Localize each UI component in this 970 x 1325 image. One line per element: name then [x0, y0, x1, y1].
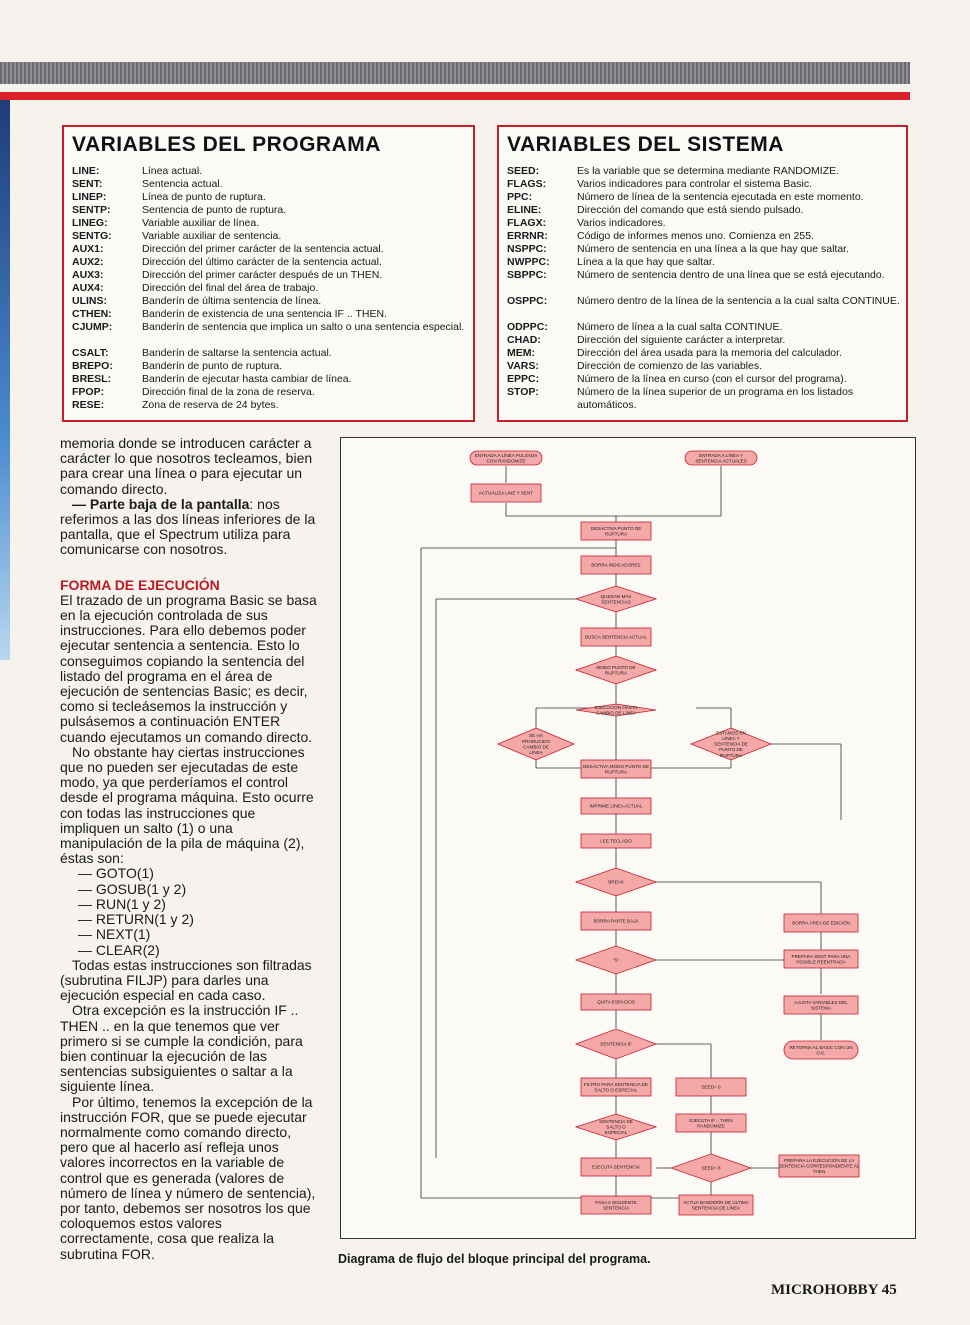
paragraph-1: memoria donde se introducen carácter a carácter lo que nosotros tecleamos, bien para crear una línea o para ejecutar un comando directo.	[60, 435, 313, 497]
variable-description: Dirección del primer carácter de la sentencia actual.	[142, 243, 384, 255]
variable-description: Varios indicadores para controlar el sistema Basic.	[577, 178, 812, 190]
flow-label: BORRA PARTE BAJA	[593, 918, 639, 924]
system-variables-title: VARIABLES DEL SISTEMA	[507, 133, 784, 156]
variable-description: Banderín de punto de ruptura.	[142, 360, 283, 372]
variable-description: Sentencia actual.	[142, 178, 223, 190]
variable-name: SENTG:	[72, 230, 112, 242]
flowchart-svg	[341, 438, 915, 1238]
variable-description: Banderín de existencia de una sentencia IF .. THEN.	[142, 308, 387, 320]
variable-name: CJUMP:	[72, 321, 113, 333]
variable-description: Es la variable que se determina mediante RANDOMIZE.	[577, 165, 840, 177]
variable-name: CTHEN:	[72, 308, 112, 320]
variable-description: Número de línea de la sentencia ejecutada en este momento.	[577, 191, 864, 203]
variable-description: Sentencia de punto de ruptura.	[142, 204, 287, 216]
paragraph-7: Por último, tenemos la excepción de la instrucción FOR, que se puede ejecutar normalmente como comando directo, pero que al hacerlo así refleja unos valores incorrectos en la variable de control que es generada (valores de número de línea y número de sentencia), por tanto, debemos ser nosotros los que coloquemos estos valores correctamente, cosa que realiza la subrutina FOR.	[60, 1093, 316, 1262]
variable-description: Línea de punto de ruptura.	[142, 191, 266, 203]
variable-description: Variable auxiliar de línea.	[142, 217, 260, 229]
variable-name: SBPPC:	[507, 269, 547, 281]
left-page-edge	[0, 100, 10, 660]
variable-name: STOP:	[507, 386, 539, 398]
variable-name: ERRNR:	[507, 230, 548, 242]
flow-label: SE HA PRODUCIDO CAMBIO DE LÍNEA	[521, 733, 551, 755]
flow-label: SEED= 0	[701, 1084, 721, 1090]
variable-description: Dirección del siguiente carácter a interpretar.	[577, 334, 786, 346]
variable-description: Dirección del comando que está siendo pulsado.	[577, 204, 804, 216]
paragraph-5: Todas estas instrucciones son filtradas (subrutina FILJP) para darles una ejecución especial en cada caso.	[60, 956, 312, 1004]
flow-label: "S"	[612, 957, 620, 963]
paragraph-3: El trazado de un programa Basic se basa en la ejecución controlada de sus instrucciones. Para ello debemos poder ejecutar sentencia a sentencia. Esto lo conseguimos copiando la sentencia del listado del programa en el área de ejecución de sentencias Basic; es decir, como si tecleásemos la instrucción y pulsásemos a continuación ENTER cuando ejecutamos un comando directo.	[60, 591, 317, 745]
variable-name: AUX3:	[72, 269, 104, 281]
variable-name: SENT:	[72, 178, 103, 190]
variable-description: Banderín de ejecutar hasta cambiar de línea.	[142, 373, 352, 385]
flow-label: LEE TECLADO	[600, 838, 632, 844]
program-variables-title: VARIABLES DEL PROGRAMA	[72, 133, 381, 156]
flow-label: ENTRADA A LÍNEA PULSADA CON RANDOMIZE	[474, 452, 538, 464]
variable-description: Zona de reserva de 24 bytes.	[142, 399, 279, 411]
variable-description: Número de la línea superior de un programa en los listados automáticos.	[577, 386, 854, 411]
variable-description: Número de sentencia dentro de una línea que se está ejecutando.	[577, 269, 885, 281]
variable-name: AUX4:	[72, 282, 104, 294]
flow-label: PREPARA LA EJECUCIÓN DE LA SENTENCIA CORRESPONDIENTE AL THEN	[778, 1158, 860, 1175]
variable-name: NSPPC:	[507, 243, 547, 255]
variable-name: MEM:	[507, 347, 535, 359]
paragraph-2-rest: : nos referimos a las dos líneas inferiores de la pantalla, que el Spectrum utiliza para comunicarse con nosotros.	[60, 495, 316, 558]
flow-label: ACTUA BANDERÍN DE ÚLTIMA SENTENCIA DE LÍNEA	[683, 1199, 749, 1211]
list-item: — RUN(1 y 2)	[78, 895, 166, 912]
variable-name: PPC:	[507, 191, 533, 203]
variable-name: CHAD:	[507, 334, 541, 346]
header-stripe	[0, 62, 910, 84]
flow-label: DESACTIVA PUNTO DE RUPTURA	[590, 525, 642, 537]
flow-label: EJECUTA IF .. THEN RANDOMIZE	[689, 1117, 733, 1129]
program-variables-box	[62, 125, 475, 422]
variable-description: Dirección del primer carácter después de un THEN.	[142, 269, 383, 281]
variable-name: AUX2:	[72, 256, 104, 268]
paragraph-2	[60, 497, 318, 558]
flow-label: BORRA INDICADORES	[591, 562, 641, 568]
flow-label: MODO PUNTO DE RUPTURA	[596, 664, 636, 676]
variable-description: Línea actual.	[142, 165, 203, 177]
paragraph-2-bold: — Parte baja de la pantalla	[72, 495, 250, 512]
flow-label: QUITA ESPACIOS	[597, 999, 635, 1005]
flow-label: PREPARA SENT PARA UNA POSIBLE REENTRADA	[791, 953, 851, 965]
flow-label: RETORNA AL BASIC CON UN O.K.	[789, 1044, 853, 1056]
paragraph-6: Otra excepción es la instrucción IF .. THEN .. en la que tenemos que ver primero si se cumple la condición, para bien continuar la ejecución de las sentencias subsiguientes o saltar a la siguiente línea.	[60, 1002, 303, 1095]
flowchart	[340, 437, 916, 1239]
variable-name: SEED:	[507, 165, 540, 177]
flow-label: PASA A SIGUIENTE SENTENCIA	[595, 1199, 637, 1211]
variable-name: EPPC:	[507, 373, 540, 385]
variable-name: FLAGS:	[507, 178, 547, 190]
variable-name: BRESL:	[72, 373, 112, 385]
variable-name: RESE:	[72, 399, 105, 411]
variable-name: ULINS:	[72, 295, 107, 307]
variable-description: Dirección del área usada para la memoria del calculador.	[577, 347, 842, 359]
paragraph-4: No obstante hay ciertas instrucciones que no pueden ser ejecutadas de este modo, ya que perderíamos el control desde el programa máquina. Esto ocurre con todas las instrucciones que impliquen un salto (1) o una manipulación de la pila de máquina (2), éstas son:	[60, 743, 314, 867]
flow-label: EJECUTA SENTENCIA	[592, 1164, 640, 1170]
flow-label: FILTRO PARA SENTENCIA DE SALTO O ESPECIAL	[583, 1081, 649, 1093]
flow-label: SENTENCIA DE SALTO O ESPECIAL	[599, 1119, 633, 1136]
section-heading: FORMA DE EJECUCIÓN	[60, 576, 220, 593]
list-item: — NEXT(1)	[78, 926, 151, 943]
variable-name: VARS:	[507, 360, 539, 372]
flow-label: BORRA ÁREA DE EDICIÓN	[792, 920, 850, 926]
flowchart-caption: Diagrama de flujo del bloque principal del programa.	[338, 1252, 651, 1266]
variable-description: Dirección de comienzo de las variables.	[577, 360, 763, 372]
variable-name: OSPPC:	[507, 295, 548, 307]
flow-label: SEED= 8	[701, 1165, 721, 1171]
flow-label: SENTENCIA IF	[600, 1041, 632, 1047]
flow-label: ESTAMOS EN LÍNEA Y SENTENCIA DE PUNTO DE RUPTURA	[714, 730, 748, 758]
list-item: — RETURN(1 y 2)	[78, 911, 194, 928]
list-item: — GOTO(1)	[78, 865, 154, 882]
variable-description: Banderín de sentencia que implica un salto o una sentencia especial.	[142, 321, 465, 333]
page-footer: MICROHOBBY 45	[771, 1282, 897, 1298]
flow-label: QUEDAN MÁS SENTENCIAS	[600, 593, 632, 605]
list-item: — GOSUB(1 y 2)	[78, 880, 187, 897]
flow-label: DESACTIVA MODO PUNTO DE RUPTURA	[583, 763, 649, 775]
article-text	[60, 436, 318, 1262]
variable-name: ELINE:	[507, 204, 542, 216]
variable-name: AUX1:	[72, 243, 104, 255]
variable-name: ODPPC:	[507, 321, 548, 333]
variable-name: SENTP:	[72, 204, 111, 216]
list-item: — CLEAR(2)	[78, 941, 160, 958]
variable-name: LINEG:	[72, 217, 108, 229]
variable-description: Dirección final de la zona de reserva.	[142, 386, 315, 398]
variable-description: Banderín de saltarse la sentencia actual.	[142, 347, 332, 359]
variable-description: Variable auxiliar de sentencia.	[142, 230, 282, 242]
flow-label: BREAK	[608, 879, 624, 885]
variable-name: LINEP:	[72, 191, 107, 203]
flow-label: ACTUALIZA LINE Y SENT	[478, 490, 534, 496]
flow-label: ENTRADA A LÍNEA Y SENTENCIA ACTUALES	[695, 452, 747, 464]
variable-description: Número dentro de la línea de la sentencia a la cual salta CONTINUE.	[577, 295, 900, 307]
flow-label: EJECUCIÓN HASTA CAMBIO DE LÍNEA	[594, 704, 638, 716]
variable-description: Línea a la que hay que saltar.	[577, 256, 715, 268]
variable-description: Código de informes menos uno. Comienza en 255.	[577, 230, 814, 242]
variable-name: BREPO:	[72, 360, 113, 372]
flow-label: BUSCA SENTENCIA ACTUAL	[584, 634, 648, 640]
variable-description: Banderín de última sentencia de línea.	[142, 295, 322, 307]
variable-name: NWPPC:	[507, 256, 550, 268]
variable-name: FPOP:	[72, 386, 105, 398]
variable-description: Dirección del final del área de trabajo.	[142, 282, 319, 294]
flow-label: AJUSTA VARIABLES DEL SISTEMA	[794, 999, 848, 1011]
variable-description: Número de línea a la cual salta CONTINUE.	[577, 321, 783, 333]
system-variables-box	[497, 125, 908, 422]
variable-name: LINE:	[72, 165, 100, 177]
variable-description: Dirección del último carácter de la sentencia actual.	[142, 256, 382, 268]
header-red-bar	[0, 92, 910, 100]
variable-name: FLAGX:	[507, 217, 547, 229]
variable-description: Varios indicadores.	[577, 217, 666, 229]
variable-description: Número de sentencia en una línea a la que hay que saltar.	[577, 243, 850, 255]
flow-label: IMPRIME LÍNEA ACTUAL	[589, 803, 643, 809]
variable-description: Número de la línea en curso (con el cursor del programa).	[577, 373, 847, 385]
variable-name: CSALT:	[72, 347, 109, 359]
